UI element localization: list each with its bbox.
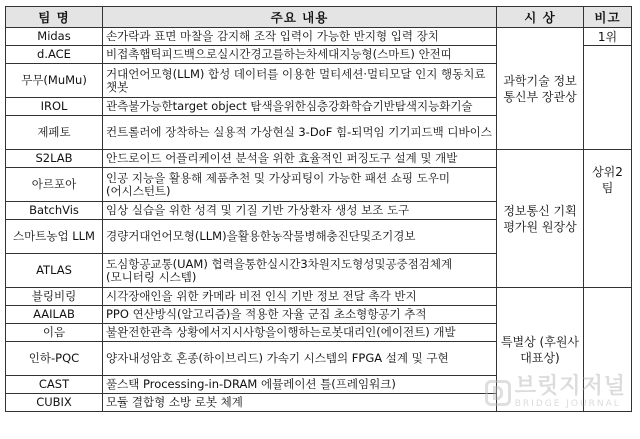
header-award: 시 상 — [497, 7, 584, 28]
team-name: 블링비링 — [6, 288, 103, 306]
main-content: 경량거대언어모형(LLM)을활용한농작물병해충진단및조기경보 — [103, 220, 497, 254]
team-name: 스마트농업 LLM — [6, 220, 103, 254]
award-name: 과학기술 정보통신부 장관상 — [497, 28, 584, 150]
team-name: 이음 — [6, 324, 103, 342]
main-content: 컨트롤러에 장착하는 실용적 가상현실 3-DoF 힘-되먹임 기기피드백 디바이스 — [103, 116, 497, 150]
team-name: IROL — [6, 98, 103, 116]
main-content: 도심항공교통(UAM) 협력을통한실시간3차원지도형성및공중점검체계(모니터링 시스템) — [103, 254, 497, 288]
team-name: CUBIX — [6, 394, 103, 412]
main-content: 거대언어모형(LLM) 합성 데이터를 이용한 멀티세션·멀티모달 인지 행동치료 챗봇 — [103, 64, 497, 98]
team-name: CAST — [6, 376, 103, 394]
note: 상위2팀 — [584, 150, 632, 288]
team-name: AAILAB — [6, 306, 103, 324]
main-content: 시각장애인을 위한 카메라 비전 인식 기반 정보 전달 촉각 반지 — [103, 288, 497, 306]
team-name: BatchVis — [6, 202, 103, 220]
award-name: 정보통신 기획평가원 원장상 — [497, 150, 584, 288]
main-content: 관측불가능한target object 탐색을위한심층강화학습기반탐색지능화기술 — [103, 98, 497, 116]
main-content: 양자내성암호 혼종(하이브리드) 가속기 시스템의 FPGA 설계 및 구현 — [103, 342, 497, 376]
table-row — [6, 288, 632, 306]
header-content: 주요 내용 — [103, 7, 497, 28]
note — [584, 288, 632, 412]
main-content: 비접촉햅틱피드백으로실시간경고를하는차세대지능형(스마트) 안전띠 — [103, 46, 497, 64]
main-content: 풀스택 Processing-in-DRAM 에뮬레이션 틀(프레임워크) — [103, 376, 497, 394]
main-content: 모듈 결합형 소방 로봇 체계 — [103, 394, 497, 412]
team-name: 무무(MuMu) — [6, 64, 103, 98]
header-team: 팀 명 — [6, 7, 103, 28]
header-note: 비고 — [584, 7, 632, 28]
header-row — [6, 7, 632, 28]
team-name: 제페토 — [6, 116, 103, 150]
watermark-subtitle: BRIDGE JOURNAL — [514, 399, 621, 409]
note: 1위 — [584, 28, 632, 46]
main-content: 불완전한관측 상황에서지시사항을이행하는로봇대리인(에이전트) 개발 — [103, 324, 497, 342]
main-content: 인공 지능을 활용해 제품추천 및 가상피팅이 가능한 패션 쇼핑 도우미(어시스턴트) — [103, 168, 497, 202]
team-name: Midas — [6, 28, 103, 46]
team-name: d.ACE — [6, 46, 103, 64]
team-name: S2LAB — [6, 150, 103, 168]
team-name: 인하-PQC — [6, 342, 103, 376]
team-name: 아르포아 — [6, 168, 103, 202]
main-content: 안드로이드 어플리케이션 분석을 위한 효율적인 퍼징도구 설계 및 개발 — [103, 150, 497, 168]
watermark-title: 브릿지저널 — [514, 374, 626, 399]
main-content: PPO 연산방식(알고리즘)을 적용한 자율 군집 초소형항공기 추적 — [103, 306, 497, 324]
award-name: 특별상 (후원사 대표상) — [497, 288, 584, 412]
main-content: 임상 실습을 위한 성격 및 기질 기반 가상환자 생성 보조 도구 — [103, 202, 497, 220]
team-name: ATLAS — [6, 254, 103, 288]
note — [584, 46, 632, 150]
table-row — [6, 150, 632, 168]
table-row — [6, 28, 632, 46]
awards-table — [5, 6, 632, 412]
main-content: 손가락과 표면 마찰을 감지해 조작 입력이 가능한 반지형 입력 장치 — [103, 28, 497, 46]
